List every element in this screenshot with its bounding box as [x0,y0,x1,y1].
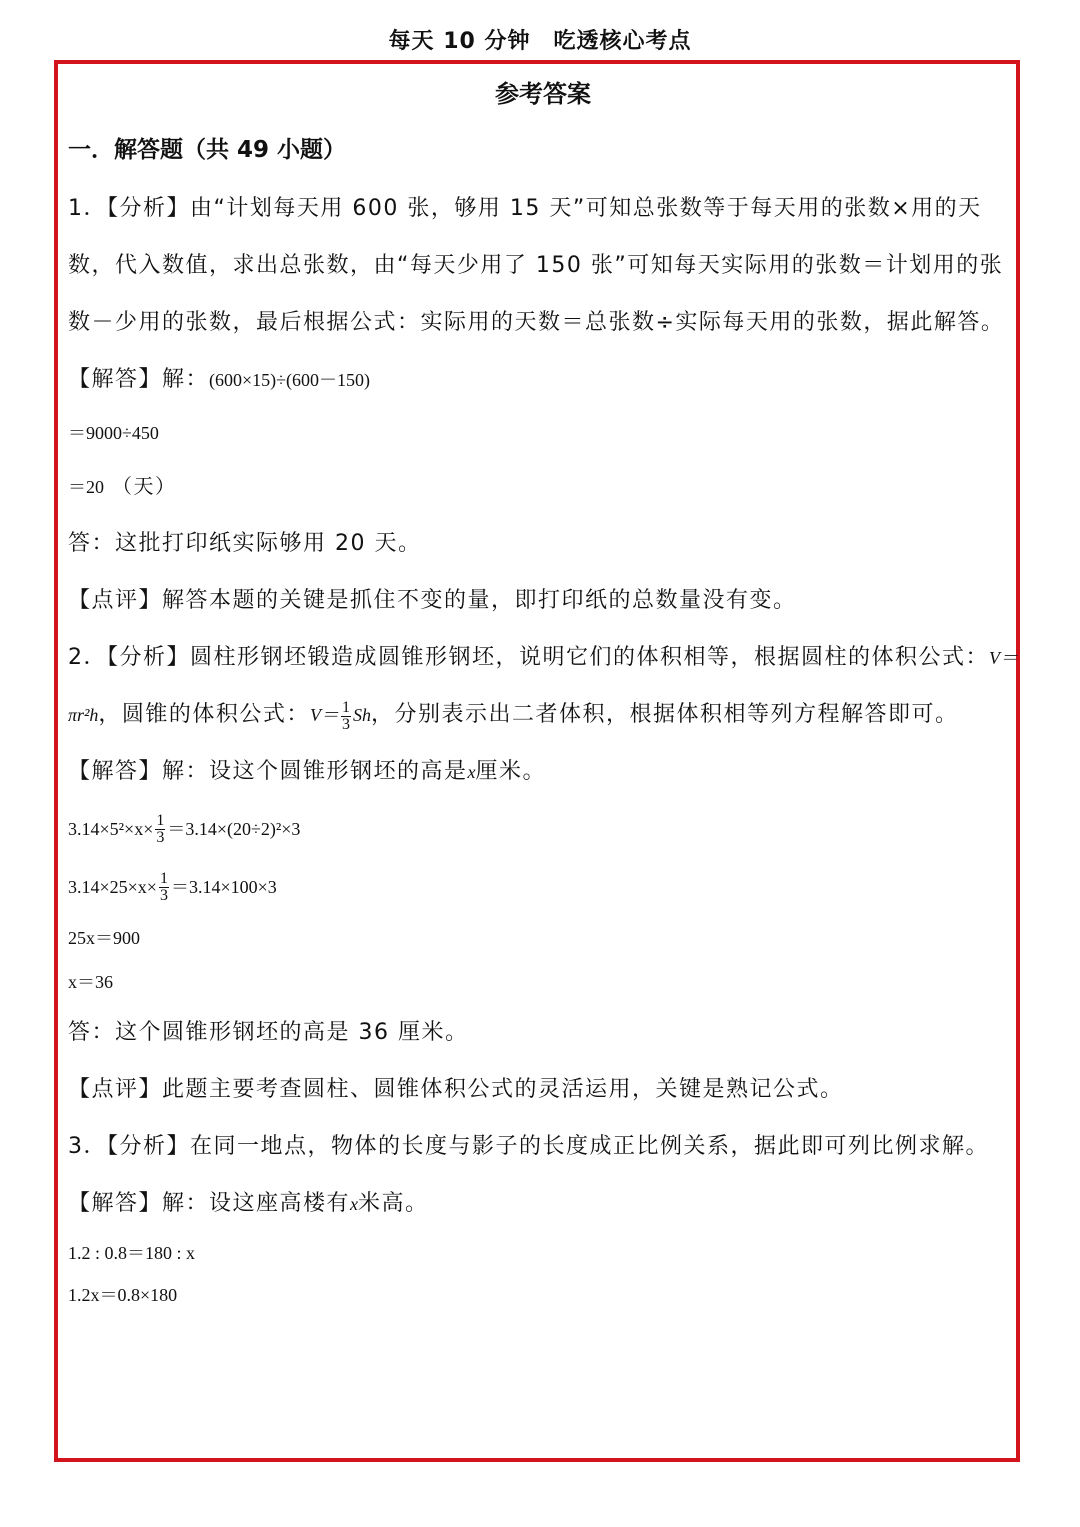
q3-eq1: 1.2 : 0.8＝180 : x [68,1243,196,1263]
fraction-one-third: $\frac{1}{3}$ [156,811,165,846]
q1-step2: ＝9000÷450 [68,423,159,443]
fraction-one-third: $\frac{1}{3}$ [341,699,350,734]
q2-eq2: 3.14×25×x× $\frac{1}{3}$ ＝3.14×100×3 [68,869,277,904]
section-heading: 一．解答题（共 49 小题） [68,137,347,163]
q1-step3-unit: （天） [112,474,177,498]
q1-solution-label: 【解答】解： [68,367,210,392]
q2-eq1: 3.14×5²×x× $\frac{1}{3}$ ＝3.14×(20÷2)²×3 [68,811,301,846]
q2-solution [68,743,1018,800]
fraction-one-third: $\frac{1}{3}$ [159,869,168,904]
q2-comment: 【点评】此题主要考查圆柱、圆锥体积公式的灵活运用，关键是熟记公式。 [68,1077,844,1102]
q2-solution-label: 【解答】解：设这个圆锥形钢坯的高是 [68,759,468,784]
q2-formula-cone: V＝ $\frac{1}{3}$ Sh [309,699,371,734]
q2-eq4: x＝36 [68,972,113,992]
q1-step1: (600×15)÷(600－150) [209,369,371,390]
q1-solution [68,351,1018,408]
q2-analysis [68,629,1018,743]
page-title: 参考答案 [495,80,591,108]
q2-eq3: 25x＝900 [68,928,140,948]
q2-solution-tail: 厘米。 [475,759,547,784]
answer-content [68,70,1018,1316]
page-header: 每天 10 分钟 吃透核心考点 [388,29,692,54]
q2-answer: 答：这个圆锥形钢坯的高是 36 厘米。 [68,1020,469,1045]
q3-analysis: 3．【分析】在同一地点，物体的长度与影子的长度成正比例关系，据此即可列比例求解。 [68,1134,990,1159]
q3-solution [68,1175,1018,1232]
q1-analysis: 1．【分析】由“计划每天用 600 张，够用 15 天”可知总张数等于每天用的张数×用的天数，代入数值，求出总张数，由“每天少用了 150 张”可知每天实际用的张数＝计划用的张数－少用的张数，最后根据公式：实际用的天数＝总张数÷实际每天用的张数，据此解答。 [68,196,1005,335]
q2-analysis-b: ，圆锥的体积公式： [98,702,310,727]
q1-step3: ＝20 [68,476,104,497]
q3-var: x [350,1194,359,1214]
q3-solution-label: 【解答】解：设这座高楼有 [68,1191,351,1216]
q2-formula-cylinder: V＝πr²h [68,648,1019,725]
q1-step3-row [68,458,1018,515]
q3-solution-tail: 米高。 [358,1191,429,1216]
q2-var: x [467,762,476,782]
q1-answer: 答：这批打印纸实际够用 20 天。 [68,531,422,556]
q3-eq2: 1.2x＝0.8×180 [68,1285,178,1305]
q2-analysis-a: 2．【分析】圆柱形钢坯锻造成圆锥形钢坯，说明它们的体积相等，根据圆柱的体积公式： [68,645,990,670]
q2-analysis-c: ，分别表示出二者体积，根据体积相等列方程解答即可。 [370,702,959,727]
q1-comment: 【点评】解答本题的关键是抓住不变的量，即打印纸的总数量没有变。 [68,588,797,613]
